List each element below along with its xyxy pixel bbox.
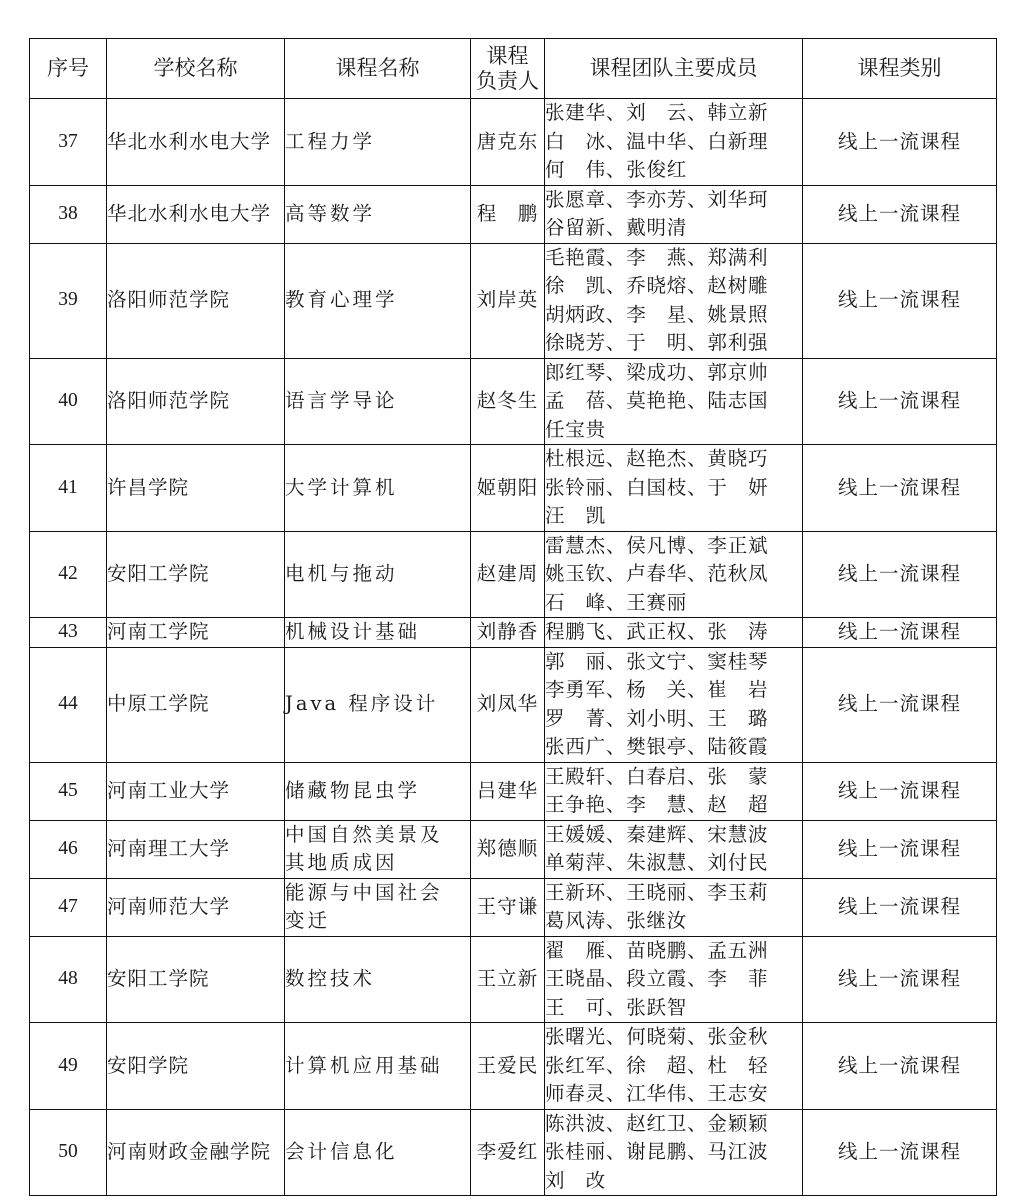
team-members: 张愿章、李亦芳、刘华珂 谷留新、戴明清 (545, 187, 769, 239)
course-type-cell (803, 99, 997, 186)
course-name: 工程力学 (285, 129, 376, 153)
team-members: 雷慧杰、侯凡博、李正斌 姚玉钦、卢春华、范秋凤 石 峰、王赛丽 (545, 533, 769, 614)
team-members: 毛艳霞、李 燕、郑满利 徐 凯、乔晓熔、赵树雕 胡炳政、李 星、姚景照 徐晓芳、于 明、郭利强 (545, 245, 769, 354)
course-name: 教育心理学 (285, 288, 398, 312)
course-name: 会计信息化 (285, 1140, 398, 1163)
course-type: 线上一流课程 (837, 620, 961, 643)
header-index: 序号 (30, 39, 107, 99)
school-name-cell (107, 820, 285, 878)
school-name-cell (107, 99, 285, 186)
course-lead-cell (471, 445, 545, 532)
course-type: 线上一流课程 (837, 894, 961, 918)
school-name: 安阳学院 (107, 1053, 190, 1077)
course-lead: 王守谦 (476, 894, 539, 918)
school-name: 许昌学院 (107, 475, 190, 499)
table-row (30, 445, 997, 532)
table-row (30, 618, 997, 648)
row-index-cell (30, 445, 107, 532)
header-team: 课程团队主要成员 (545, 39, 803, 99)
school-name-cell (107, 878, 285, 936)
row-index-cell (30, 243, 107, 358)
row-index: 46 (58, 837, 78, 859)
school-name-cell (107, 1109, 285, 1196)
row-index-cell (30, 185, 107, 243)
table-row (30, 878, 997, 936)
course-type: 线上一流课程 (837, 1140, 961, 1163)
school-name: 华北水利水电大学 (107, 201, 272, 225)
team-members: 程鹏飞、武正权、张 涛 (545, 620, 769, 643)
school-name-cell (107, 1023, 285, 1110)
table-row (30, 1109, 997, 1196)
course-type-cell (803, 531, 997, 618)
team-members-cell (545, 618, 803, 648)
team-members-cell (545, 185, 803, 243)
course-name: 大学计算机 (285, 475, 398, 499)
team-members: 郭 丽、张文宁、窦桂琴 李勇军、杨 关、崔 岩 罗 菁、刘小明、王 璐 张西广、樊银亭、陆筱霞 (545, 649, 769, 758)
team-members-cell (545, 1109, 803, 1196)
course-type: 线上一流课程 (837, 1053, 961, 1077)
course-type: 线上一流课程 (837, 201, 961, 225)
course-lead-cell (471, 358, 545, 445)
course-lead-cell (471, 878, 545, 936)
school-name-cell (107, 185, 285, 243)
table-row (30, 762, 997, 820)
course-lead-cell (471, 647, 545, 762)
table-row (30, 936, 997, 1023)
course-name: 计算机应用基础 (285, 1053, 443, 1077)
course-type-cell (803, 820, 997, 878)
row-index-cell (30, 936, 107, 1023)
table-row (30, 820, 997, 878)
course-type: 线上一流课程 (837, 129, 961, 153)
course-name: 电机与拖动 (285, 562, 398, 585)
course-type: 线上一流课程 (837, 389, 961, 412)
course-name-cell (285, 1109, 471, 1196)
header-type: 课程类别 (803, 39, 997, 99)
school-name: 河南工学院 (107, 620, 210, 643)
course-name: 高等数学 (285, 201, 376, 225)
course-name: 能源与中国社会 变迁 (285, 880, 443, 932)
row-index: 42 (58, 563, 78, 584)
school-name-cell (107, 618, 285, 648)
course-type-cell (803, 1023, 997, 1110)
course-name-cell (285, 647, 471, 762)
header-course: 课程名称 (285, 39, 471, 99)
course-name-cell (285, 878, 471, 936)
team-members: 郎红琴、梁成功、郭京帅 孟 蓓、莫艳艳、陆志国 任宝贵 (545, 360, 769, 441)
row-index: 39 (58, 289, 78, 311)
course-type-cell (803, 618, 997, 648)
course-lead-cell (471, 820, 545, 878)
header-row (30, 39, 997, 99)
course-table (29, 38, 997, 1196)
course-lead: 刘静香 (476, 620, 539, 643)
table-row (30, 99, 997, 186)
course-type-cell (803, 878, 997, 936)
team-members-cell (545, 243, 803, 358)
course-name-cell (285, 618, 471, 648)
course-lead-cell (471, 618, 545, 648)
course-lead-cell (471, 762, 545, 820)
course-name-cell (285, 445, 471, 532)
course-lead: 赵建周 (476, 562, 539, 585)
header-lead: 课程 负责人 (471, 39, 545, 99)
course-lead: 刘凤华 (476, 692, 539, 716)
team-members-cell (545, 878, 803, 936)
course-name-cell (285, 820, 471, 878)
course-type-cell (803, 358, 997, 445)
team-members: 杜根远、赵艳杰、黄晓巧 张铃丽、白国枝、于 妍 汪 凯 (545, 447, 769, 527)
course-lead-cell (471, 99, 545, 186)
header-school: 学校名称 (107, 39, 285, 99)
row-index: 43 (58, 621, 78, 642)
course-name-cell (285, 243, 471, 358)
school-name-cell (107, 647, 285, 762)
row-index: 41 (58, 476, 78, 498)
team-members-cell (545, 762, 803, 820)
course-name-cell (285, 936, 471, 1023)
team-members-cell (545, 1023, 803, 1110)
course-type: 线上一流课程 (837, 288, 961, 312)
row-index: 38 (58, 202, 78, 224)
course-lead-cell (471, 243, 545, 358)
table-row (30, 358, 997, 445)
table-row (30, 647, 997, 762)
row-index: 44 (58, 693, 78, 715)
row-index: 40 (58, 390, 78, 411)
course-type-cell (803, 1109, 997, 1196)
course-type-cell (803, 445, 997, 532)
school-name: 河南财政金融学院 (107, 1140, 272, 1163)
course-lead: 王立新 (476, 967, 539, 990)
team-members-cell (545, 445, 803, 532)
team-members-cell (545, 358, 803, 445)
row-index: 47 (58, 895, 78, 917)
school-name: 洛阳师范学院 (107, 288, 231, 312)
team-members-cell (545, 820, 803, 878)
course-type: 线上一流课程 (837, 475, 961, 499)
row-index-cell (30, 1109, 107, 1196)
table-row (30, 185, 997, 243)
course-name-cell (285, 185, 471, 243)
school-name: 华北水利水电大学 (107, 129, 272, 153)
team-members: 张曙光、何晓菊、张金秋 张红军、徐 超、杜 轻 师春灵、江华伟、王志安 (545, 1025, 769, 1105)
school-name: 洛阳师范学院 (107, 389, 231, 412)
row-index-cell (30, 1023, 107, 1110)
course-lead: 吕建华 (476, 778, 539, 802)
course-type-cell (803, 936, 997, 1023)
school-name: 安阳工学院 (107, 967, 210, 990)
table-row (30, 1023, 997, 1110)
team-members-cell (545, 647, 803, 762)
course-type: 线上一流课程 (837, 967, 961, 990)
course-lead: 唐克东 (476, 129, 539, 153)
table-row (30, 531, 997, 618)
row-index-cell (30, 99, 107, 186)
row-index: 37 (58, 130, 78, 152)
course-lead-cell (471, 185, 545, 243)
team-members: 张建华、刘 云、韩立新 白 冰、温中华、白新理 何 伟、张俊红 (545, 101, 769, 181)
course-name-cell (285, 531, 471, 618)
course-lead-cell (471, 936, 545, 1023)
row-index-cell (30, 358, 107, 445)
school-name: 河南师范大学 (107, 894, 231, 918)
school-name-cell (107, 936, 285, 1023)
row-index-cell (30, 531, 107, 618)
course-lead: 程 鹏 (476, 201, 539, 225)
course-type: 线上一流课程 (837, 836, 961, 860)
course-lead: 李爱红 (476, 1140, 539, 1163)
team-members-cell (545, 99, 803, 186)
course-type-cell (803, 762, 997, 820)
course-name-cell (285, 99, 471, 186)
school-name-cell (107, 243, 285, 358)
team-members: 陈洪波、赵红卫、金颖颖 张桂丽、谢昆鹏、马江波 刘 改 (545, 1111, 769, 1192)
school-name: 河南工业大学 (107, 778, 231, 802)
course-lead-cell (471, 1109, 545, 1196)
school-name: 河南理工大学 (107, 836, 231, 860)
course-type-cell (803, 647, 997, 762)
school-name: 中原工学院 (107, 692, 210, 716)
table-row (30, 243, 997, 358)
course-lead: 王爱民 (476, 1053, 539, 1077)
course-lead: 赵冬生 (476, 389, 539, 412)
course-name-cell (285, 1023, 471, 1110)
row-index: 45 (58, 779, 78, 801)
course-type-cell (803, 243, 997, 358)
team-members: 翟 雁、苗晓鹏、孟五洲 王晓晶、段立霞、李 菲 王 可、张跃智 (545, 938, 769, 1019)
school-name: 安阳工学院 (107, 562, 210, 585)
row-index-cell (30, 820, 107, 878)
row-index-cell (30, 762, 107, 820)
row-index-cell (30, 647, 107, 762)
school-name-cell (107, 531, 285, 618)
row-index: 49 (58, 1054, 78, 1076)
school-name-cell (107, 358, 285, 445)
course-name: 中国自然美景及 其地质成因 (285, 822, 443, 874)
course-type: 线上一流课程 (837, 778, 961, 802)
course-type: 线上一流课程 (837, 562, 961, 585)
school-name-cell (107, 762, 285, 820)
school-name-cell (107, 445, 285, 532)
row-index-cell (30, 618, 107, 648)
course-name: 储藏物昆虫学 (285, 778, 421, 802)
course-name: 数控技术 (285, 967, 376, 990)
course-lead: 刘岸英 (476, 288, 539, 312)
course-name: Java 程序设计 (285, 692, 439, 716)
course-lead-cell (471, 531, 545, 618)
course-lead: 郑德顺 (476, 836, 539, 860)
course-type-cell (803, 185, 997, 243)
team-members: 王新环、王晓丽、李玉莉 葛风涛、张继汝 (545, 880, 769, 932)
course-lead-cell (471, 1023, 545, 1110)
row-index: 50 (58, 1141, 78, 1162)
team-members-cell (545, 936, 803, 1023)
course-lead: 姬朝阳 (476, 475, 539, 499)
course-type: 线上一流课程 (837, 692, 961, 716)
course-name: 机械设计基础 (285, 620, 421, 643)
course-name-cell (285, 762, 471, 820)
team-members-cell (545, 531, 803, 618)
team-members: 王殿轩、白春启、张 蒙 王争艳、李 慧、赵 超 (545, 764, 769, 816)
row-index: 48 (58, 968, 78, 989)
row-index-cell (30, 878, 107, 936)
team-members: 王媛媛、秦建辉、宋慧波 单菊萍、朱淑慧、刘付民 (545, 822, 769, 874)
course-name-cell (285, 358, 471, 445)
course-name: 语言学导论 (285, 389, 398, 412)
